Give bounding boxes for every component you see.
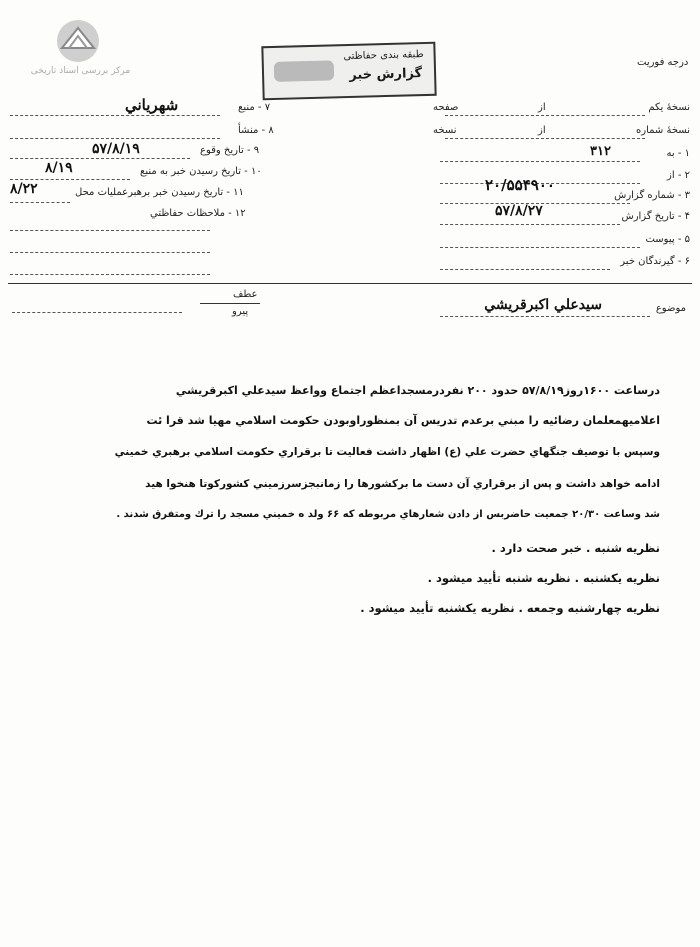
body-line-8: نظريه چهارشنبه وجمعه . نظريه يكشنبه تأييد ميشود . xyxy=(360,601,660,615)
occurrence-date-value: ۵۷/۸/۱۹ xyxy=(92,141,140,157)
body-line-1: درساعت ۱۶۰۰روز۵۷/۸/۱۹ حدود ۲۰۰ نفردرمسجداعظم اجتماع وواعظ سيدعلي اكبرقريشي xyxy=(175,384,660,397)
body-line-3: وسپس با توصيف جنگهاي حضرت علي (ع) اظهار داشت فعالیت تا برقراري حكومت اسلامي برهبري خميني xyxy=(114,446,660,458)
subject-value: سيدعلي اكبرقريشي xyxy=(484,297,602,313)
header-separator xyxy=(8,283,692,284)
received-at-source-label: ۱۰ - تاريخ رسيدن خبر به منبع xyxy=(140,166,262,177)
stamp-main: گزارش خبر xyxy=(349,66,423,83)
report-number-label: ۳ - شماره گزارش xyxy=(614,190,690,201)
report-date-value: ۵۷/۸/۲۷ xyxy=(495,203,543,219)
reference-peyro: پيرو xyxy=(232,306,249,317)
stamp-smudge xyxy=(274,60,335,82)
stamp-title: طبقه بندی حفاظتی xyxy=(343,49,424,63)
copy-one-page: صفحه xyxy=(433,102,459,113)
received-by-ops-value: ۸/۲۲ xyxy=(10,181,38,197)
report-date-label: ۴ - تاريخ گزارش xyxy=(621,211,690,222)
copy-number-label: نسخهٔ شماره xyxy=(636,125,690,136)
reference-atf: عطف xyxy=(233,289,258,300)
body-line-6: نظريه شنبه . خبر صحت دارد . xyxy=(491,541,660,555)
copy-number-copy: نسخه xyxy=(433,125,457,136)
attachment-label: ۵ - پيوست xyxy=(645,234,690,245)
copy-one-label: نسخهٔ يكم xyxy=(648,102,690,113)
field-from-label: ۲ - از xyxy=(667,170,690,181)
origin-label: ۸ - منشأ xyxy=(238,125,274,136)
occurrence-date-label: ۹ - تاريخ وقوع xyxy=(200,145,260,156)
received-by-ops-label: ۱۱ - تاريخ رسيدن خبر برهبرعمليات محل xyxy=(75,187,244,198)
urgency-label: درجه فوریت xyxy=(637,57,689,68)
field-to-label: ۱ - به xyxy=(666,148,690,159)
field-to-value: ۳۱۲ xyxy=(590,144,611,159)
received-at-source-value: ۸/۱۹ xyxy=(45,160,73,176)
logo xyxy=(18,18,143,83)
body-line-5: شد وساعت ۲۰/۳۰ جمعيت حاضربس از دادن شعارهاي مربوطه كه ۶۶ ولد ه خميني مسجد را ترك ومتفرق شدند . xyxy=(116,509,660,520)
report-number-value: ۲۰/۵۵۴۹۰۰ xyxy=(485,176,555,194)
copy-one-of: از xyxy=(538,102,546,113)
recipients-label: ۶ - گيرندگان خبر xyxy=(620,256,690,267)
source-value: شهرياني xyxy=(125,96,179,114)
security-notes-label: ۱۲ - ملاحظات حفاظتي xyxy=(150,208,246,219)
classification-stamp xyxy=(261,42,436,101)
body-line-2: اعلاميهمعلمان رضائيه را مبني برعدم تدريس آن بمنظوراوبودن حكومت اسلامي مهيا شد قرا ئت xyxy=(146,414,660,427)
source-label: ۷ - منبع xyxy=(238,102,271,113)
body-line-7: نظريه يكشنبه . نظريه شنبه تأييد ميشود . xyxy=(427,571,660,585)
subject-label: موضوع xyxy=(655,303,686,314)
logo-caption: مرکز بررسی اسناد تاریخی xyxy=(30,66,131,76)
body-line-4: ادامه خواهد داشت و پس از برقراري آن دست ما بركشورها را زمانبجزسرزميني كشوركوتا هنخوا هيد xyxy=(145,478,660,490)
copy-number-of: از xyxy=(538,125,546,136)
archive-logo-icon xyxy=(53,18,103,64)
